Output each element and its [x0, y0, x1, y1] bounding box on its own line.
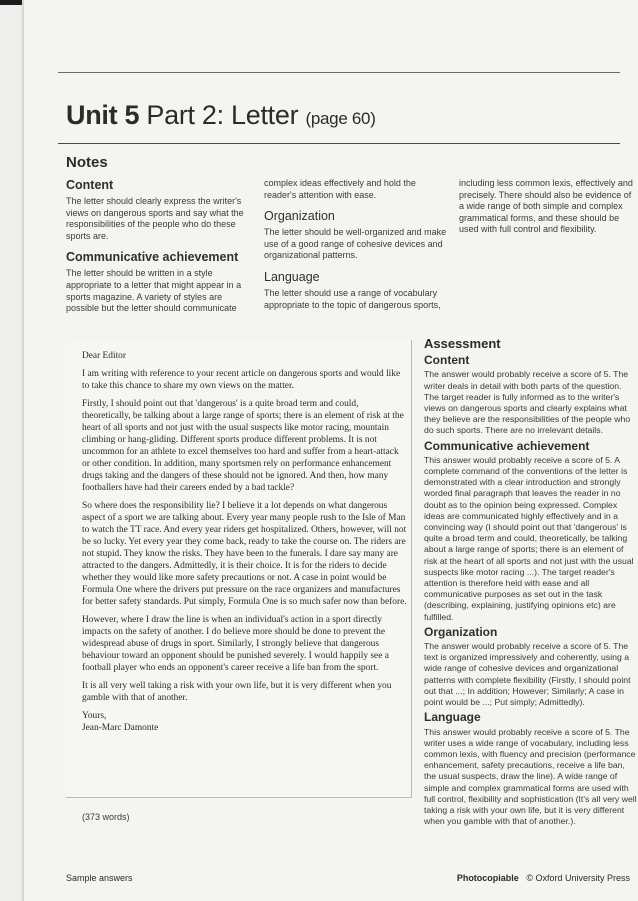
part-label: Part 2: Letter: [146, 100, 299, 130]
notes-language-title: Language: [264, 269, 320, 284]
footer-publisher: [457, 873, 630, 883]
notes-communicative-text-cont: complex ideas effectively and hold the reader's attention with ease.: [264, 178, 416, 200]
letter-salutation: Dear Editor: [82, 351, 126, 361]
unit-label: Unit 5: [66, 100, 140, 130]
page-fold: [22, 0, 24, 901]
letter-paragraph: Firstly, I should point out that 'dangerous' is a quite broad term and could, theoretically, be talking about a large range of sports; there is an element of risk at the heart of all sports and not just with the usual suspects like motor racing, mountain climbing or hang-gliding. Different sports produce different problems. It is not uncommon for an athlete to excel themselves too hard and suffer from a heart-attack or other condition. In addition, many sportsmen rely on performance enhancement drugs taking and the dangers of these should not be ignored. And then, how many footballers have had their careers ended by a bad tackle?: [82, 399, 404, 493]
footer-section-label: Sample answers: [66, 873, 133, 883]
notes-column-1: [66, 178, 244, 315]
assessment-section-text: This answer would probably receive a score of 5. A complete command of the conventions of the letter is demonstrated with a clear introduction and strongly worded final paragraph that leaves the reader in no doubt as to the opinion being expressed. Complex ideas are communicated highly effectively and in a convincing way (I should point out that 'dangerous' is quite a broad term and could, theoretically, be talking about a large range of sports; there is an element of risk at the heart of all sports and not just with the usual suspects like motor racing ...). The target reader's attention is therefore held with ease and all communicative purposes as set out in the task (describing, explaining, justifying opinions etc) are fulfilled.: [424, 454, 634, 622]
notes-heading: Notes: [66, 154, 108, 171]
page-title: [66, 100, 376, 131]
assessment-section-title: Communicative achievement: [424, 438, 590, 453]
notes-language-text-cont: including less common lexis, effectively and precisely. There should also be evidence of a wide range of both simple and complex grammatical forms, and these should be used with full control and flexibility.: [459, 178, 633, 235]
notes-column-3: [459, 178, 637, 236]
assessment-section-text: The answer would probably receive a score of 5. The writer deals in detail with both parts of the question. The target reader is fully informed as to the writer's views on dangerous sports and clearly explains what they believe are the responsibilities of the people who do such sports. There are no irrelevant details.: [424, 369, 631, 436]
notes-content-text: The letter should clearly express the writer's views on dangerous sports and say what the responsibilities of the people who do these sports are.: [66, 196, 244, 241]
notes-content-title: Content: [66, 178, 114, 192]
assessment-panel: [424, 338, 638, 831]
sample-letter: [66, 340, 412, 798]
page-reference: (page 60): [305, 109, 376, 128]
title-rule: [58, 143, 620, 144]
assessment-heading: Assessment: [424, 336, 501, 351]
notes-organization-title: Organization: [264, 209, 335, 224]
notes-communicative-title: Communicative achievement: [66, 250, 239, 265]
letter-closing: Yours,: [82, 711, 107, 721]
letter-paragraph: I am writing with reference to your recent article on dangerous sports and would like to take this chance to share my own views on the matter.: [82, 369, 401, 391]
letter-paragraph: However, where I draw the line is when an individual's action in a sport directly impacts on the safety of another. I do believe more should be done to prevent the widespread abuse of drugs in sport. Similarly, I strongly believe that dangerous behaviour toward an opponent should be punished severely. I would happily see a football player who ends an opponent's career receive a life ban from the sport.: [82, 615, 389, 673]
letter-paragraph: So where does the responsibility lie? I believe it a lot depends on what dangerous aspect of a sport we are talking about. Every year many people rush to the Isle of Man to watch the TT race. And every year riders get hospitalized. Others, however, will not be so lucky. Yet every year they come back, ready to take the course on. The riders are not stupid. They know the risks. They have been to the funerals. I dare say many are attracted to the dangers. Admittedly, it is their choice. It is for the riders to decide whether they would like more safety precautions or not. A case in point would be Formula One where the drivers put pressure on the race organizers and manufactures for better safety standards. Put simply, Formula One is so much safer now than before.: [82, 501, 407, 607]
letter-paragraph: It is all very well taking a risk with your own life, but it is very different when you gamble with that of another.: [82, 681, 392, 703]
assessment-section-text: This answer would probably receive a score of 5. The writer uses a wide range of vocabulary, including less common lexis, with fluency and precision (performance enhancement, safety precautions, receive a life ban, the usual suspects, draw the line). A wide range of simple and complex grammatical forms are used with full control, flexibility and sophistication (It's all very well taking a risk with your own life, but it is very different when you gamble with that of another.).: [424, 726, 637, 827]
assessment-section-title: Language: [424, 710, 481, 725]
notes-column-2: [264, 178, 448, 311]
photocopiable-label: Photocopiable: [456, 873, 519, 883]
word-count: (373 words): [82, 812, 130, 822]
assessment-section-title: Organization: [424, 624, 498, 639]
top-rule: [58, 72, 620, 73]
assessment-section-title: Content: [424, 353, 470, 368]
publisher-label: © Oxford University Press: [526, 873, 630, 883]
notes-language-text: The letter should use a range of vocabulary appropriate to the topic of dangerous sports,: [264, 287, 441, 310]
notes-organization-text: The letter should be well-organized and make use of a good range of cohesive devices and organizational patterns.: [264, 227, 447, 261]
notes-communicative-text: The letter should be written in a style appropriate to a letter that might appear in a sports magazine. A variety of styles are possible but the letter should communicate: [66, 268, 242, 314]
assessment-section-text: The answer would probably receive a score of 5. The text is organized impressively and coherently, using a wide range of cohesive devices and organizational patterns with complete flexibility (Firstly, I should point out that ...; In addition; However; Similarly; A case in point would be ...; Put simply; Admittedly).: [424, 641, 631, 708]
letter-signature: Jean-Marc Damonte: [82, 723, 159, 733]
